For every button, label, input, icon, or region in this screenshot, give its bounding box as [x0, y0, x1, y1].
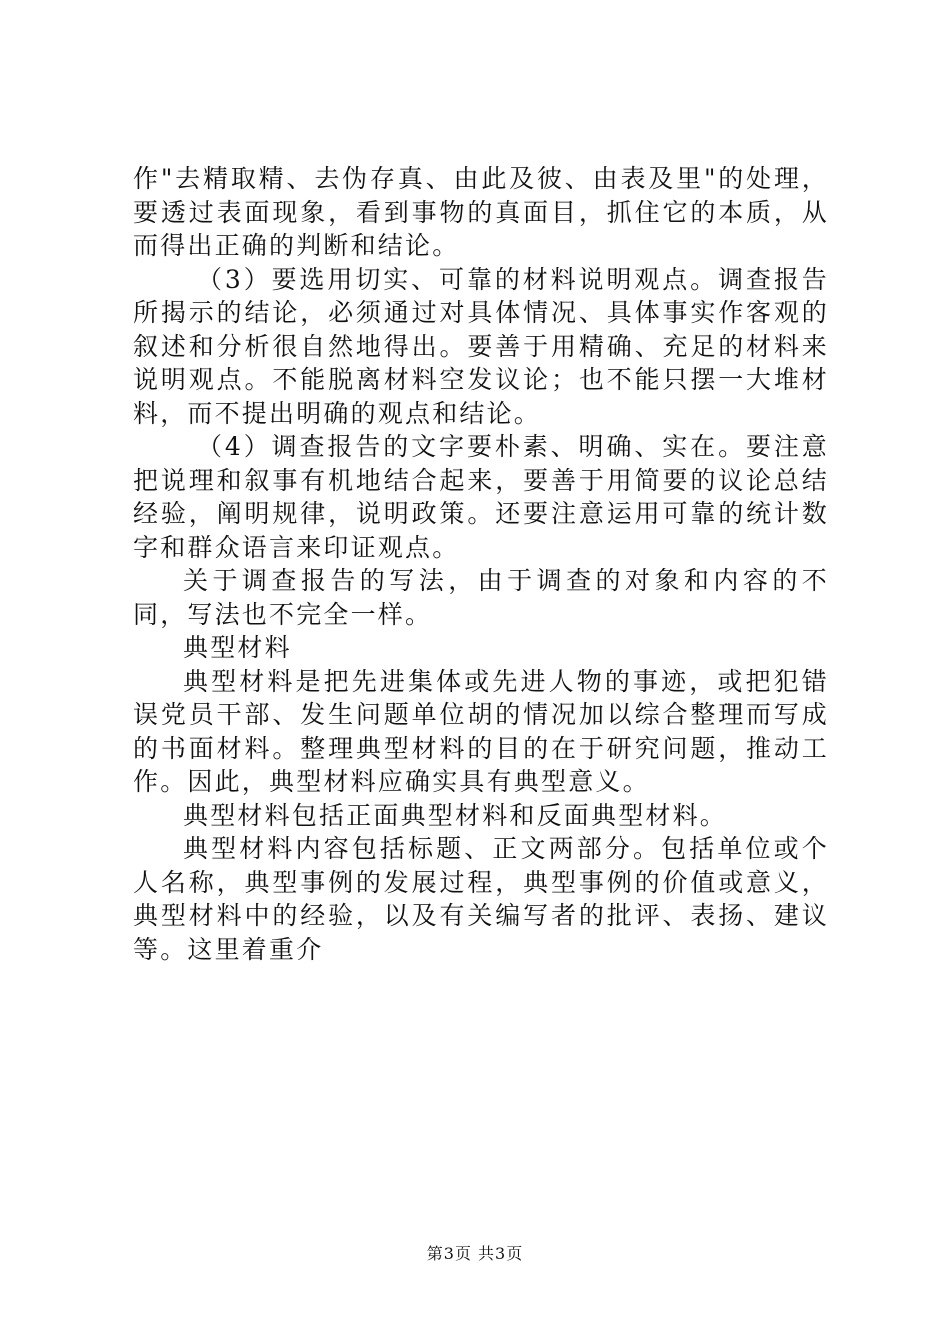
paragraph-point-4: （4）调查报告的文字要朴素、明确、实在。要注意把说理和叙事有机地结合起来，要善于用简要的议论总结经验，阐明规律，说明政策。还要注意运用可靠的统计数字和群众语言来印证观点。 — [133, 432, 829, 562]
paragraph-point-3: （3）要选用切实、可靠的材料说明观点。调查报告所揭示的结论，必须通过对具体情况、具体事实作客观的叙述和分析很自然地得出。要善于用精确、充足的材料来说明观点。不能脱离材料空发议论；也不能只摆一大堆材料，而不提出明确的观点和结论。 — [133, 264, 829, 428]
paragraph-typical-material-definition: 典型材料是把先进集体或先进人物的事迹，或把犯错误党员干部、发生问题单位胡的情况加以综合整理而写成的书面材料。整理典型材料的目的在于研究问题，推动工作。因此，典型材料应确实具有典型意义。 — [133, 666, 829, 796]
document-body — [133, 162, 829, 966]
section-heading-typical-material: 典型材料 — [183, 633, 292, 662]
paragraph-writing-method: 关于调查报告的写法，由于调查的对象和内容的不同，写法也不完全一样。 — [133, 566, 829, 629]
paragraph-continuation: 作"去精取精、去伪存真、由此及彼、由表及里"的处理，要透过表面现象，看到事物的真面目，抓住它的本质，从而得出正确的判断和结论。 — [133, 164, 829, 260]
paragraph-typical-material-types: 典型材料包括正面典型材料和反面典型材料。 — [183, 800, 728, 830]
paragraph-typical-material-content: 典型材料内容包括标题、正文两部分。包括单位或个人名称，典型事例的发展过程，典型事例的价值或意义，典型材料中的经验，以及有关编写者的批评、表扬、建议等。这里着重介 — [133, 834, 829, 964]
page-footer: 第3页 共3页 — [426, 1244, 524, 1263]
